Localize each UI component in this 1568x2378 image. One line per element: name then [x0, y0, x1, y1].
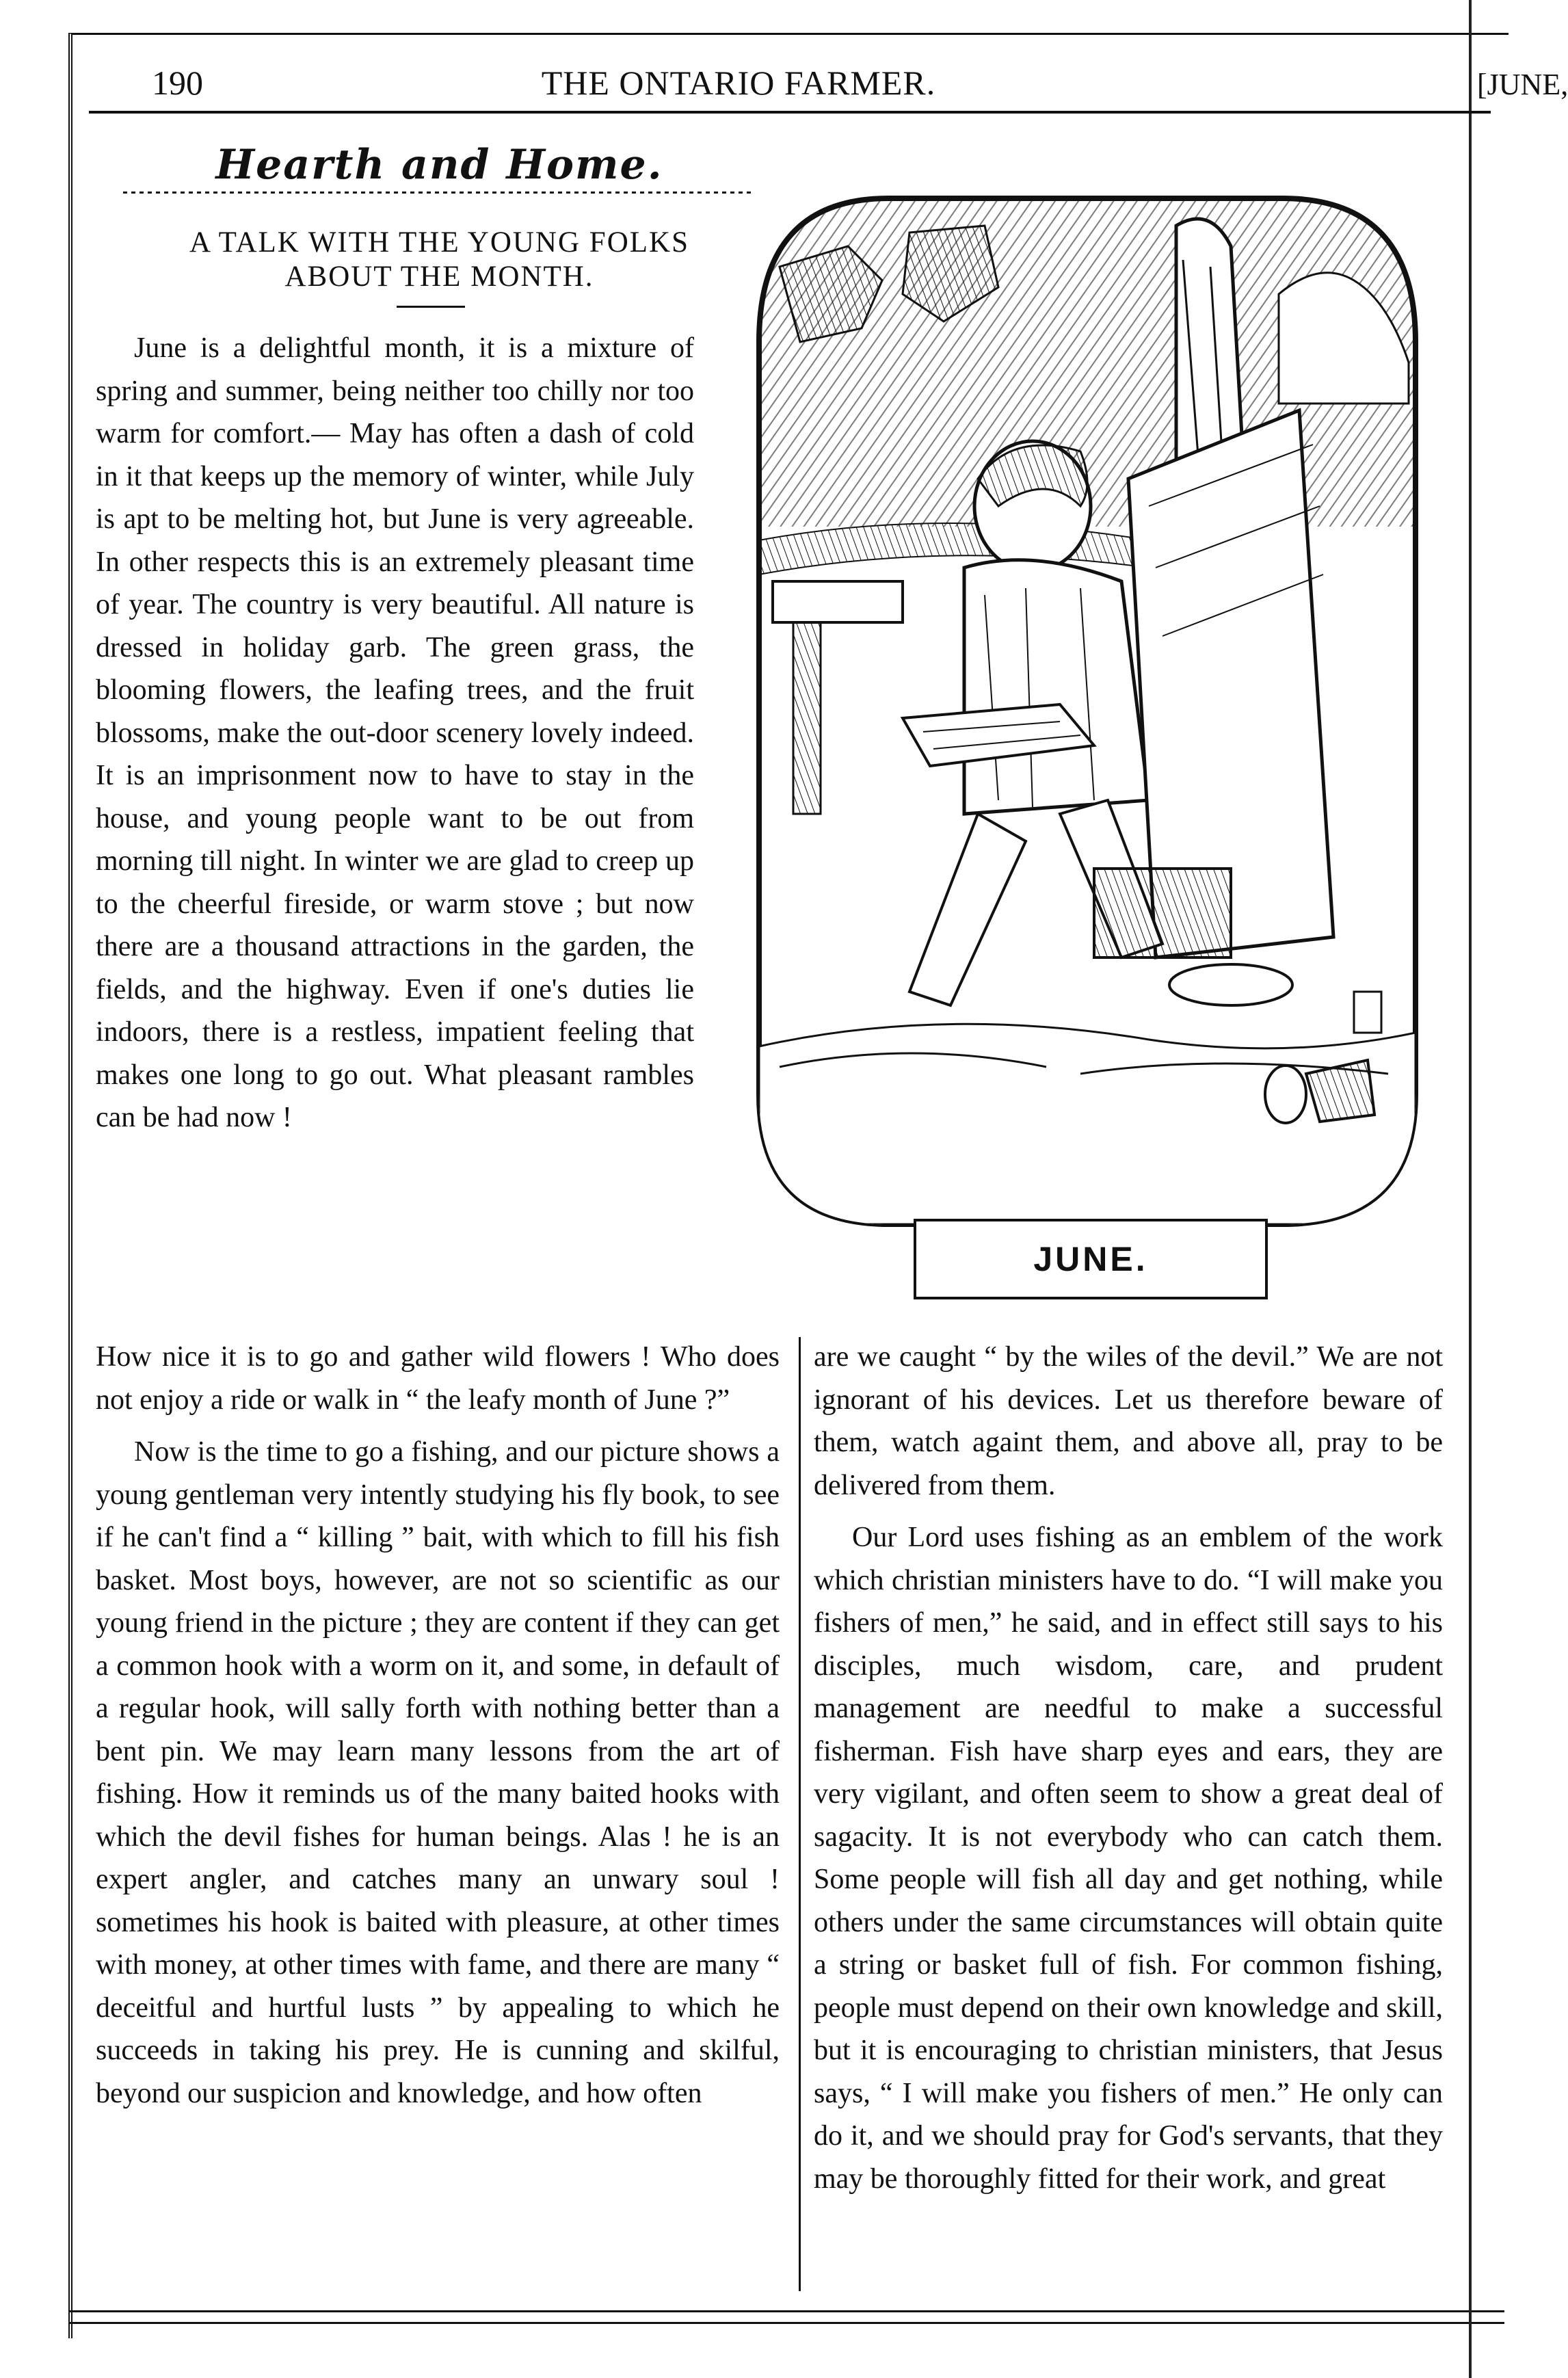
right-paragraph-2: Our Lord uses fishing as an emblem of the work which christian ministers have to do. “I will make you fishers of men,” he said, and in effect still says to his disciples, much wisdom, care, and prudent management are needful to make a successful fisherman. Fish have sharp eyes and ears, they are very vigilant, and often seem to show a great deal of sagacity. It is not everybody who can catch them. Some people will fish all day and get nothing, while others under the same circumstances will obtain quite a string or basket full of fish. For common fishing, people must depend on their own knowledge and skill, but it is encouraging to christian ministers, that Jesus says, “ I will make you fishers of men.” He only can do it, and we should pray for God's servants, that they may be thoroughly fitted for their work, and great: [814, 1522, 1443, 2195]
section-heading: Hearth and Home.: [215, 141, 663, 189]
column-right-lower: [814, 1336, 1443, 2200]
illustration-caption: JUNE.: [914, 1219, 1268, 1299]
right-paragraph-1: are we caught “ by the wiles of the devil.” We are not ignorant of his devices. Let us therefore beware of them, watch againt them, and above all, pray to be delivered from them.: [814, 1341, 1443, 1501]
page-number: 190: [152, 64, 203, 102]
bottom-rule: [68, 2310, 1504, 2324]
decorative-rule: [123, 191, 752, 194]
article-title-line-1: A TALK WITH THE YOUNG FOLKS: [189, 226, 689, 259]
journal-title: THE ONTARIO FARMER.: [541, 64, 936, 102]
column-left-lower: [96, 1336, 780, 2115]
page-edge-rule: [1469, 0, 1472, 2378]
running-header: [89, 63, 1568, 114]
paragraph-2: Now is the time to go a fishing, and our picture shows a young gentleman very intently studying his fly book, to see if he can't find a “ killing ” bait, with which to fill his fish basket. Most boys, however, are not so scientific as our young friend in the picture ; they are content if they can get a common hook with a worm on it, and some, in default of a regular hook, will sally forth with nothing better than a bent pin. We may learn many lessons from the art of fishing. How it reminds us of the many baited hooks with which the devil fishes for human beings. Alas ! he is an expert angler, and catches many an unwary soul ! sometimes his hook is baited with pleasure, at other times with money, at other times with fame, and there are many “ deceitful and hurtful lusts ” by appealing to which he succeeds in taking his prey. He is cunning and skilful, beyond our suspicion and knowledge, and how often: [96, 1436, 780, 2109]
article-title-line-2: ABOUT THE MONTH.: [284, 261, 594, 293]
column-left-upper: [96, 327, 694, 1139]
month-tag: [JUNE,: [1477, 68, 1568, 101]
fishing-boy-engraving: [739, 185, 1433, 1289]
column-divider: [799, 1337, 801, 2291]
paragraph-1: June is a delightful month, it is a mixture of spring and summer, being neither too chilly nor too warm for comfort.— May has often a dash of cold in it that keeps up the memory of winter, while July is apt to be melting hot, but June is very agreeable. In other respects this is an extremely pleasant time of year. The country is very beautiful. All nature is dressed in holiday garb. The green grass, the blooming flowers, the leafing trees, and the fruit blossoms, make the out-door scenery lovely indeed. It is an imprisonment now to have to stay in the house, and young people want to be out from morning till night. In winter we are glad to creep up to the cheerful fireside, or warm stove ; but now there are a thousand attractions in the garden, the fields, and the highway. Even if one's duties lie indoors, there is a restless, impatient feeling that makes one long to go out. What pleasant rambles can be had now !: [96, 332, 694, 1133]
article-title: [89, 226, 790, 294]
paragraph-1-continued: How nice it is to go and gather wild flowers ! Who does not enjoy a ride or walk in “ the leafy month of June ?”: [96, 1341, 780, 1416]
title-rule: [397, 306, 465, 308]
